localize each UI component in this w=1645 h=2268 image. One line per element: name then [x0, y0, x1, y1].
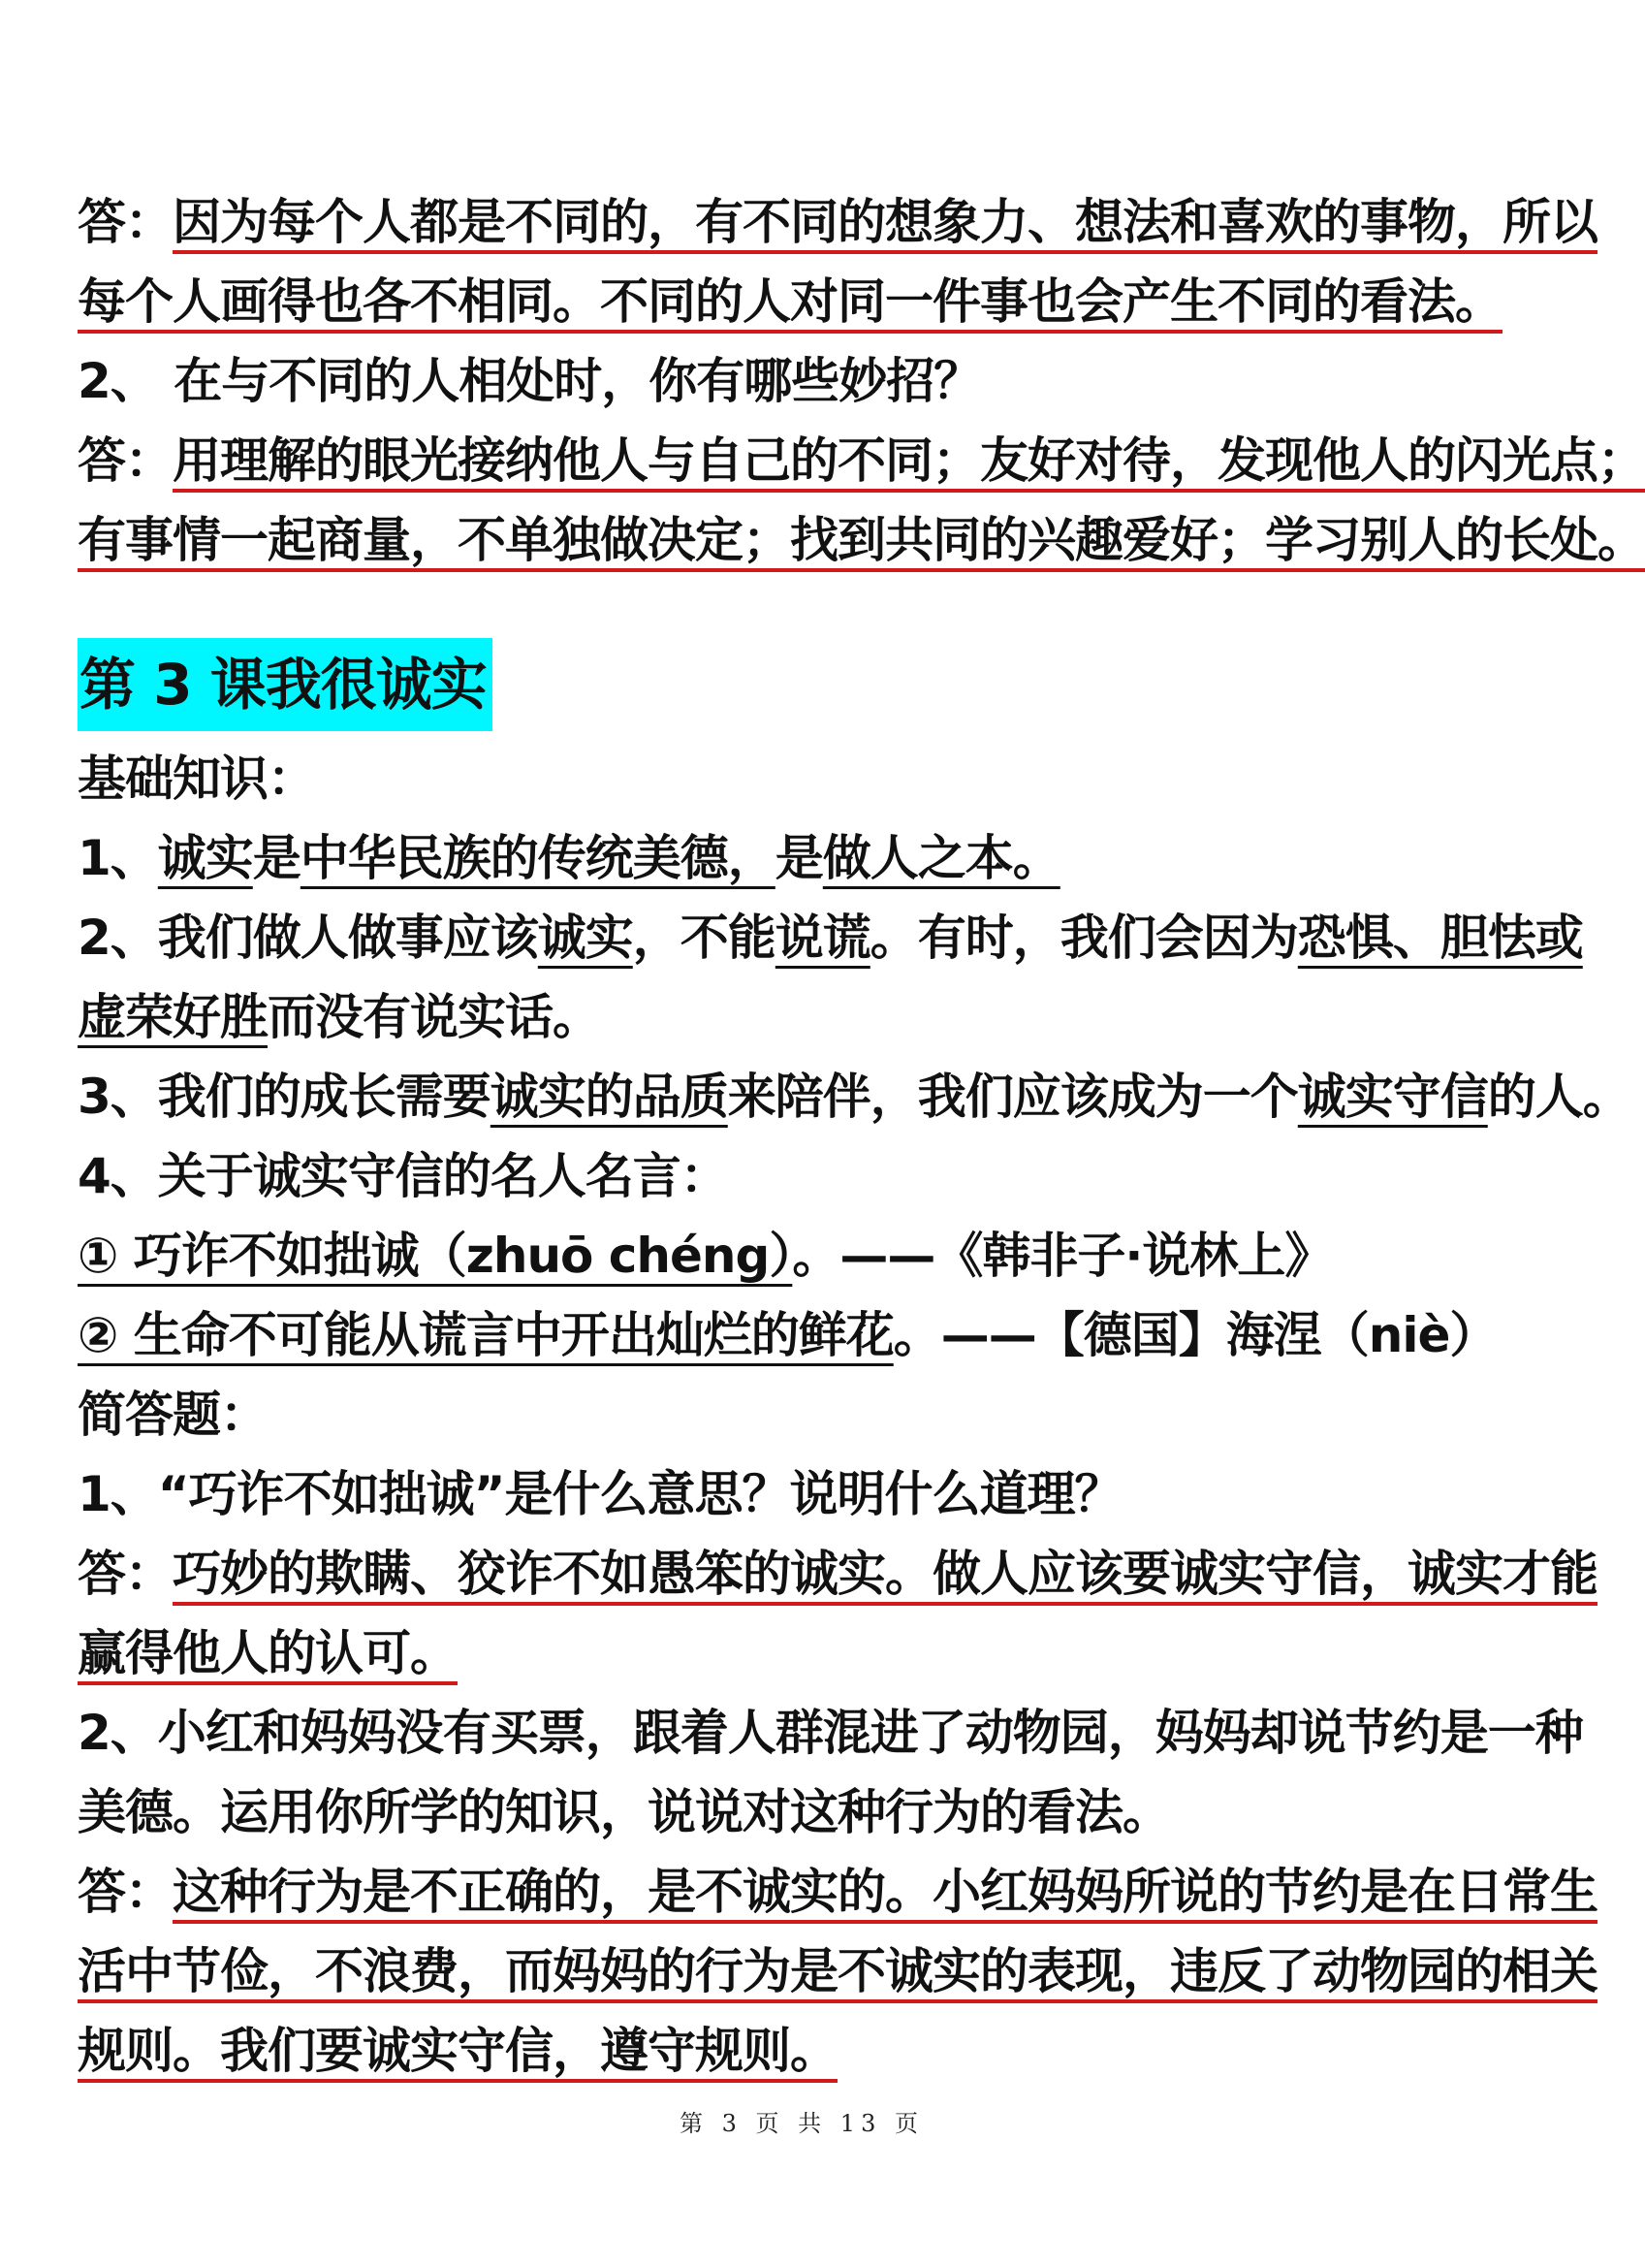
section-heading: 第 3 课我很诚实	[78, 638, 492, 731]
section-heading-wrap	[78, 638, 1546, 731]
text-line	[78, 739, 1546, 818]
document-page	[78, 182, 1645, 2091]
text-line	[78, 1932, 1598, 2011]
page-footer: 第 3 页 共 13 页	[680, 2110, 924, 2137]
text-segment: ，不能	[632, 910, 775, 966]
text-segment: 4、关于诚实守信的名人名言：	[78, 1148, 728, 1204]
answer-underlined: 赢得他人的认可。	[78, 1625, 458, 1681]
answer-underlined: 巧妙的欺瞒、狡诈不如愚笨的诚实。做人应该要诚实守信，诚实才能	[173, 1546, 1598, 1602]
text-line	[78, 1057, 1630, 1136]
text-segment: 是	[252, 830, 301, 886]
text-line	[78, 1136, 1546, 1216]
answer-underlined: 因为每个人都是不同的，有不同的想象力、想法和喜欢的事物，所以	[173, 194, 1598, 250]
text-segment: 2、 在与不同的人相处时，你有哪些妙招？	[78, 353, 982, 409]
text-line	[78, 500, 1645, 580]
text-segment: 的人。	[1487, 1069, 1630, 1125]
text-segment: 答：	[78, 1864, 173, 1920]
text-line	[78, 1216, 1546, 1295]
key-term-underlined: 诚实守信	[1297, 1069, 1488, 1125]
key-term-underlined: ① 巧诈不如拙诚（zhuō chéng）	[78, 1228, 793, 1284]
text-line	[78, 898, 1583, 977]
text-segment: 1、	[78, 830, 158, 886]
key-term-underlined: 诚实的品质	[490, 1069, 728, 1125]
text-line	[78, 1295, 1546, 1375]
key-term-underlined: 诚实	[537, 910, 633, 966]
text-line	[78, 1852, 1598, 1932]
key-term-underlined: 说谎	[775, 910, 870, 966]
answer-underlined: 规则。我们要诚实守信，遵守规则。	[78, 2023, 838, 2079]
answer-underlined: 这种行为是不正确的，是不诚实的。小红妈妈所说的节约是在日常生	[173, 1864, 1598, 1920]
key-term-underlined: ② 生命不可能从谎言中开出灿烂的鲜花	[78, 1307, 894, 1363]
text-segment: 答：	[78, 194, 173, 250]
text-line	[78, 262, 1546, 341]
answer-underlined: 有事情一起商量，不单独做决定；找到共同的兴趣爱好；学习别人的长处。	[78, 512, 1645, 568]
key-term-underlined: 中华民族的传统美德，	[300, 830, 775, 886]
key-term-underlined: 做人之本。	[822, 830, 1060, 886]
text-segment: 。有时，我们会因为	[870, 910, 1298, 966]
text-segment: 3、我们的成长需要	[78, 1069, 490, 1125]
text-segment: 。——《韩非子·说林上》	[792, 1228, 1333, 1284]
text-segment: 2、我们做人做事应该	[78, 910, 538, 966]
text-segment: 1、“巧诈不如拙诚”是什么意思？说明什么道理？	[78, 1466, 1123, 1522]
text-segment: 基础知识：	[78, 751, 315, 807]
answer-underlined: 活中节俭，不浪费，而妈妈的行为是不诚实的表现，违反了动物园的相关	[78, 1943, 1598, 1999]
text-line	[78, 421, 1645, 500]
text-segment: 答：	[78, 432, 173, 489]
text-segment: 来陪伴，我们应该成为一个	[727, 1069, 1298, 1125]
text-segment: 而没有说实话。	[268, 989, 600, 1045]
text-line	[78, 341, 1546, 421]
text-segment: 是	[775, 830, 823, 886]
text-line	[78, 1613, 1546, 1693]
text-segment: 美德。运用你所学的知识，说说对这种行为的看法。	[78, 1784, 1170, 1840]
key-term-underlined: 恐惧、胆怯或	[1297, 910, 1583, 966]
text-segment: 。——【德国】海涅（niè）	[893, 1307, 1498, 1363]
text-line	[78, 1534, 1598, 1613]
text-line	[78, 1454, 1546, 1534]
text-segment: 简答题：	[78, 1387, 268, 1443]
text-line	[78, 818, 1546, 898]
answer-underlined: 每个人画得也各不相同。不同的人对同一件事也会产生不同的看法。	[78, 273, 1503, 330]
answer-underlined: 用理解的眼光接纳他人与自己的不同；友好对待，发现他人的闪光点；	[173, 432, 1645, 489]
text-line	[78, 2011, 1546, 2091]
text-line	[78, 977, 1546, 1057]
text-line	[78, 1693, 1583, 1773]
text-line	[78, 1773, 1546, 1852]
text-segment: 答：	[78, 1546, 173, 1602]
text-line	[78, 182, 1598, 262]
text-segment: 2、小红和妈妈没有买票，跟着人群混进了动物园，妈妈却说节约是一种	[78, 1705, 1583, 1761]
key-term-underlined: 诚实	[157, 830, 253, 886]
text-line	[78, 1375, 1546, 1454]
key-term-underlined: 虚荣好胜	[78, 989, 268, 1045]
